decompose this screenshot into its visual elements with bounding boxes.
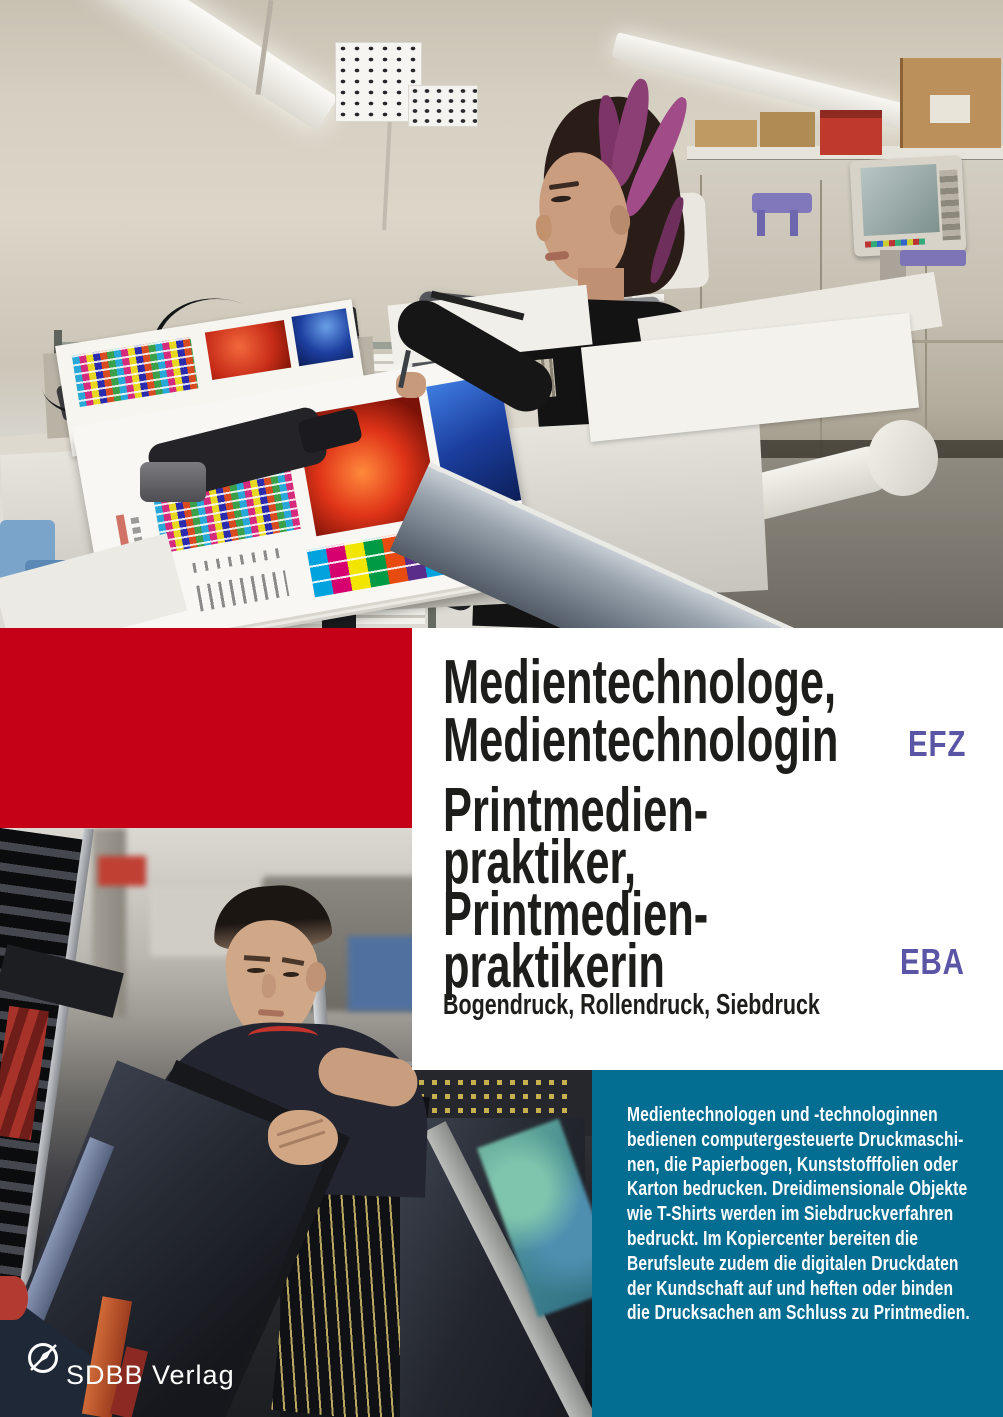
proof-image-red [205, 320, 292, 380]
profession-title-efz [443, 648, 839, 775]
printer-eye [247, 968, 265, 973]
description-line: bedienen computergesteuerte Druckmaschi- [627, 1128, 964, 1151]
title-line: Printmedien- [443, 880, 709, 949]
control-screen-keypad [939, 170, 961, 241]
description-line: wie T-Shirts werden im Siebdruckverfahren [627, 1203, 954, 1226]
spectrophotometer-base [140, 462, 206, 502]
profession-description [627, 1103, 970, 1326]
purple-handle [900, 250, 966, 266]
description-line: Medientechnologen und -technologinnen [627, 1104, 938, 1126]
title-line: Medientechnologin [443, 706, 839, 775]
monitor-arm-joint [868, 420, 938, 496]
description-line: die Drucksachen am Schluss zu Printmedien. [627, 1302, 970, 1325]
publisher-logo [26, 1338, 286, 1398]
title-line: Printmedien- [443, 776, 709, 845]
patterned-paper-box [408, 85, 478, 127]
ceiling-conduit [382, 120, 392, 230]
description-line: bedruckt. Im Kopiercenter bereiten die [627, 1227, 919, 1250]
specialization-subtitle: Bogendruck, Rollendruck, Siebdruck [443, 989, 820, 1021]
control-screen-display [860, 164, 939, 236]
purple-handle [757, 210, 765, 236]
box-label [930, 95, 970, 123]
proof-chart-marks [196, 570, 289, 611]
title-line: Medientechnologe, [443, 648, 837, 717]
description-line: der Kundschaft auf und heften oder binden [627, 1277, 954, 1300]
title-line: praktikerin [443, 932, 665, 1001]
cardboard-box [695, 120, 757, 147]
publisher-name: SDBB Verlag [66, 1360, 235, 1390]
tshirt-red-collar [248, 1026, 318, 1047]
description-line: Berufsleute zudem die digitalen Druckdaten [627, 1252, 959, 1275]
credential-badge-efz: EFZ [908, 723, 967, 764]
red-knob [0, 1276, 28, 1320]
proof-chart-marks [192, 548, 282, 573]
description-line: nen, die Papierbogen, Kunststofffolien oder [627, 1153, 958, 1176]
title-panel [412, 628, 1003, 1070]
hall-red-machine [98, 856, 146, 886]
compass-icon [26, 1341, 60, 1375]
photo-print-center [0, 0, 1003, 628]
red-box [820, 110, 882, 155]
proof-image-blue [291, 308, 353, 366]
cardboard-box [760, 112, 815, 147]
description-panel [592, 1070, 1003, 1417]
printer-eye [283, 972, 299, 977]
credential-badge-eba: EBA [900, 941, 965, 982]
purple-handle [790, 210, 798, 236]
red-banner [0, 628, 412, 828]
profession-title-eba [443, 776, 709, 1001]
ceiling-light [82, 0, 339, 131]
title-line: praktiker, [443, 828, 637, 897]
description-line: Karton bedrucken. Dreidimensionale Objekte [627, 1178, 968, 1201]
color-swatch-grid [72, 337, 199, 407]
